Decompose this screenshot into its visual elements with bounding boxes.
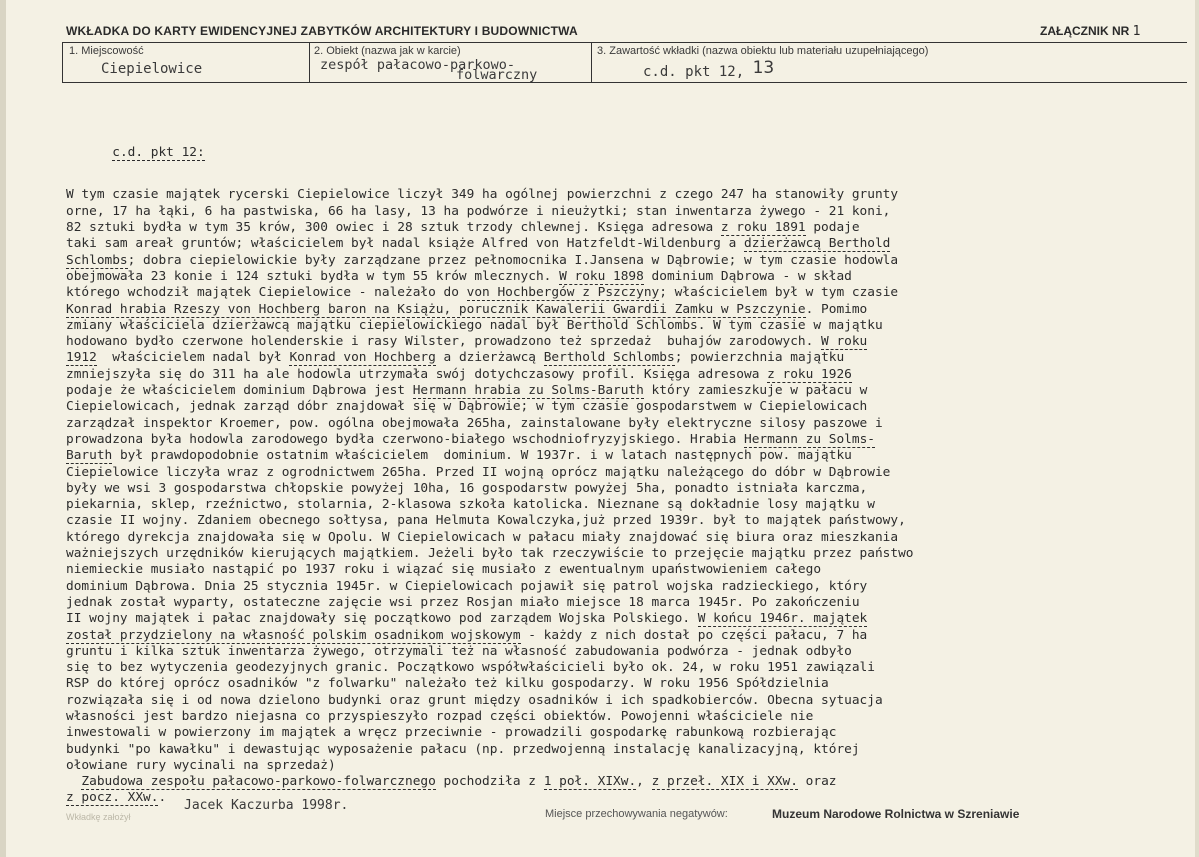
- underlined-text: W końcu 1946r. majątek: [697, 611, 868, 627]
- negatives-location-label: Miejsce przechowywania negatywów:: [545, 808, 728, 820]
- text-segment: inwestowali w powierzony im majątek a wręcz przeciwnie - prowadzili gospodarkę rabunkową rozbierając: [66, 725, 837, 741]
- text-line: [66, 579, 1191, 595]
- text-line: [66, 399, 1191, 415]
- text-line: [66, 318, 1191, 334]
- underlined-text: z roku 1926: [767, 366, 852, 382]
- underlined-text: W roku 1898: [559, 268, 644, 284]
- text-segment: Ciepielowice liczyła wraz z ogrodnictwem 265ha. Przed II wojną oprócz majątku należącego do dóbr w Dąbrowie: [66, 464, 891, 480]
- text-line: [66, 269, 1191, 285]
- text-line: [66, 253, 1191, 269]
- scan-edge: [0, 0, 6, 857]
- text-segment: obejmowała 23 konie i 124 sztuki bydła w tym 55 krów mlecznych.: [66, 268, 560, 284]
- field-object: [308, 42, 592, 83]
- text-line: [66, 546, 1191, 562]
- annex-label: [1040, 24, 1141, 39]
- text-line: [66, 611, 1191, 627]
- text-segment: 82 sztuki bydła w tym 35 krów, 300 owiec i 28 sztuk trzody chlewnej. Księga adresowa: [66, 220, 721, 236]
- text-segment: którego wchodził majątek Ciepielowice - należało do: [66, 285, 467, 301]
- text-segment: taki sam areał gruntów; właścicielem był nadal książe Alfred von Hatzfeldt-Wildenburg a: [66, 236, 744, 252]
- field-locality: [62, 42, 310, 83]
- text-segment: oraz: [797, 774, 837, 790]
- field-object-label: 2. Obiekt (nazwa jak w karcie): [314, 45, 461, 57]
- underlined-text: Konrad hrabia Rzeszy von Hochberg baron na Książu, porucznik Kawalerii Gwardii Zamku w Pszczynie: [66, 301, 806, 317]
- text-line: [66, 236, 1191, 252]
- text-segment: pochodziła z: [435, 774, 544, 790]
- field-contents-handwritten: 13: [752, 58, 775, 78]
- text-segment: ; dobra ciepielowickie były zarządzane przez pełnomocnika I.Jansena w Dąbrowie; w tym czasie hodowla: [127, 252, 899, 268]
- underlined-text: z roku 1891: [720, 220, 806, 236]
- text-segment: ; powierzchnia majątku: [674, 350, 845, 366]
- underlined-text: z pocz. XXw.: [66, 790, 159, 806]
- text-segment: rozwiązała się i od nowa dzielono budynki oraz grunt między osadników i ich spadkobierców. Obecna sytuacja: [66, 692, 883, 708]
- text-segment: ważniejszych urzędników kierujących majątkiem. Jeżeli było tak rzeczywiście to przejęcie majątku przez państwo: [66, 546, 914, 562]
- section-heading: [66, 129, 1191, 160]
- text-segment: - każdy z nich dostał po części pałacu, 7 ha: [520, 627, 868, 643]
- underlined-text: Zabudowa zespołu pałacowo-parkowo-folwarcznego: [81, 774, 436, 790]
- text-segment: piekarnia, sklep, rzeźnictwo, stolarnia, 2-klasowa szkoła katolicka. Nieznane są dokładnie losy majątku w: [66, 497, 875, 513]
- text-segment: . Pomimo: [805, 301, 868, 317]
- text-segment: jednak został wyparty, ostateczne zajęcie wsi przez Rosjan miało miejsce 18 marca 1945r. Po zakończeniu: [66, 594, 860, 610]
- underlined-text: dzierżawcą Berthold: [744, 236, 891, 252]
- field-contents-label: 3. Zawartość wkładki (nazwa obiektu lub materiału uzupełniającego): [597, 45, 929, 57]
- field-locality-label: 1. Miejscowość: [69, 45, 144, 57]
- text-segment: który zamieszkuje w pałacu w: [643, 383, 868, 399]
- text-segment: dominium Dąbrowa. Dnia 25 stycznia 1945r. w Ciepielowicach pojawił się patrol wojska radzieckiego, który: [66, 578, 868, 594]
- text-line: [66, 481, 1191, 497]
- text-segment: niemieckie musiało nastąpić po 1937 roku i wiązać się musiało z ewentualnym upaństwowieniem całego: [66, 562, 822, 578]
- text-line: [66, 204, 1191, 220]
- text-segment: ; właścicielem był w tym czasie: [659, 285, 899, 301]
- text-line: [66, 302, 1191, 318]
- underlined-text: W roku: [821, 334, 868, 350]
- negatives-location-value: Muzeum Narodowe Rolnictwa w Szreniawie: [772, 807, 1020, 821]
- text-line: [66, 742, 1191, 758]
- text-line: [66, 725, 1191, 741]
- text-segment: II wojny majątek i pałac znajdowały się początkowo pod zarządem Wojska Polskiego.: [66, 611, 698, 627]
- text-line: [66, 497, 1191, 513]
- text-segment: ,: [636, 774, 652, 790]
- underlined-text: z przeł. XIX i XXw.: [651, 774, 798, 790]
- text-line: [66, 465, 1191, 481]
- text-segment: podaje: [805, 220, 860, 236]
- field-locality-value: Ciepielowice: [101, 61, 203, 77]
- section-heading-text: c.d. pkt 12:: [112, 144, 205, 160]
- text-segment: dominium Dąbrowa - w skład: [643, 268, 852, 284]
- text-segment: W tym czasie majątek rycerski Ciepielowice liczył 349 ha ogólnej powierzchni z czego 247 ha stanowiły grunty: [66, 187, 899, 203]
- text-segment: się to bez wytyczenia geodezyjnych granic. Początkowo współwłaścicieli było ok. 24, w roku 1951 zawiązali: [66, 660, 875, 676]
- underlined-text: Baruth: [66, 448, 113, 464]
- text-segment: ołowiane rury wycinali na sprzedaż): [66, 757, 336, 773]
- field-object-value-line2: folwarczny: [456, 67, 538, 83]
- text-line: [66, 628, 1191, 644]
- underlined-text: 1912: [66, 350, 97, 366]
- text-segment: budynki "po kawałku" i dewastując wyposażenie pałacu (np. przedwojenną instalację kanalizacyjną, której: [66, 741, 860, 757]
- text-line: [66, 709, 1191, 725]
- text-segment: hodowano bydło czerwone holenderskie i rasy Wilster, prowadzono też sprzedaż buhajów zarodowych.: [66, 334, 822, 350]
- text-segment: zmniejszyła się do 311 ha ale hodowla utrzymała swój dotychczasowy profil. Księga adresowa: [66, 366, 768, 382]
- scan-edge: [1195, 0, 1199, 857]
- text-segment: były we wsi 3 gospodarstwa chłopskie powyżej 10ha, 16 gospodarstw powyżej 5ha, ponadto istniała karczma,: [66, 480, 868, 496]
- text-line: [66, 416, 1191, 432]
- text-line: [66, 562, 1191, 578]
- text-line: [66, 448, 1191, 464]
- text-segment: zarządzał inspektor Kroemer, pow. ogólna obejmowała 265ha, zainstalowane były elektryczne silosy paszowe i: [66, 415, 883, 431]
- underlined-text: Hermann hrabia zu Solms-Baruth: [412, 383, 644, 399]
- text-segment: był prawdopodobnie ostatnim właścicielem dominium. W 1937r. i w latach następnych pow. majątku: [112, 448, 852, 464]
- field-contents: [591, 42, 1187, 83]
- text-line: [66, 644, 1191, 660]
- text-line: [66, 758, 1191, 774]
- text-segment: .: [158, 790, 167, 806]
- form-fields: [62, 42, 1187, 82]
- document-body: [66, 96, 1191, 839]
- underlined-text: Berthold Schlombs: [543, 350, 675, 366]
- underlined-text: von Hochbergów z Pszczyny: [466, 285, 660, 301]
- underlined-text: Schlombs: [66, 252, 128, 268]
- text-segment: Ciepielowicach, jednak zarząd dóbr znajdował się w Dąbrowie; w tym czasie gospodarstwem w Ciepielowicach: [66, 399, 868, 415]
- text-line: [66, 367, 1191, 383]
- text-line: [66, 693, 1191, 709]
- text-line: [66, 383, 1191, 399]
- field-contents-value: [643, 58, 775, 81]
- text-segment: własności jest bardzo niejasna co przyspieszyło rozpad części obiektów. Powojenni właściciele nie: [66, 708, 814, 724]
- text-segment: którego dyrekcja znajdowała się w Opolu. W Ciepielowicach w pałacu miały znajdować się biura oraz mieszkania: [66, 529, 899, 545]
- paragraph: [66, 187, 1191, 806]
- field-object-value-line1: zespół pałacowo-parkowo-: [320, 57, 516, 73]
- form-title: WKŁADKA DO KARTY EWIDENCYJNEJ ZABYTKÓW ARCHITEKTURY I BUDOWNICTWA: [66, 24, 578, 38]
- text-line: [66, 676, 1191, 692]
- faint-note: Wkładkę założył: [66, 812, 131, 822]
- text-line: [66, 513, 1191, 529]
- text-line: [66, 774, 1191, 790]
- text-line: [66, 660, 1191, 676]
- text-segment: właścicielem nadal był: [96, 350, 290, 366]
- text-line: [66, 530, 1191, 546]
- text-segment: gruntu i kilka sztuk inwentarza żywego, otrzymali też na własność zabudowania podwórza - jednak odbyło: [66, 643, 852, 659]
- underlined-text: Konrad von Hochberg: [289, 350, 436, 366]
- annex-label-text: ZAŁĄCZNIK NR: [1040, 24, 1130, 38]
- underlined-text: został przydzielony na własność polskim osadnikom wojskowym: [66, 627, 521, 643]
- text-segment: [66, 774, 81, 789]
- field-contents-typed: c.d. pkt 12,: [643, 64, 745, 80]
- text-segment: prowadzona była hodowla zarodowego bydła czerwono-białego wschodniofryzyjskiego. Hrabia: [66, 431, 744, 447]
- author-signature: Jacek Kaczurba 1998r.: [184, 798, 349, 813]
- text-line: [66, 220, 1191, 236]
- text-line: [66, 432, 1191, 448]
- text-segment: orne, 17 ha łąki, 6 ha pastwiska, 66 ha lasy, 13 ha podwórze i nieużytki; stan inwentarza żywego - 21 koni,: [66, 203, 891, 219]
- text-segment: zmiany właściciela dzierżawcą majątku ciepielowickiego nadal był Berthold Schlombs. W tym czasie w majątku: [66, 317, 883, 333]
- text-line: [66, 285, 1191, 301]
- annex-number: 1: [1132, 24, 1141, 39]
- underlined-text: Hermann zu Solms-: [744, 431, 875, 447]
- text-line: [66, 595, 1191, 611]
- text-line: [66, 350, 1191, 366]
- text-segment: podaje że właścicielem dominium Dąbrowa jest: [66, 383, 413, 399]
- text-segment: a dzierżawcą: [435, 350, 544, 366]
- text-segment: RSP do której oprócz osadników "z folwarku" należało też kilku gospodarzy. W roku 1956 Spółdzielnia: [66, 676, 829, 692]
- text-line: [66, 334, 1191, 350]
- underlined-text: 1 poł. XIXw.: [543, 774, 637, 790]
- text-line: [66, 187, 1191, 203]
- text-segment: czasie II wojny. Zdaniem obecnego sołtysa, pana Helmuta Kowalczyka,już przed 1939r. był to majątek państwowy,: [66, 513, 906, 529]
